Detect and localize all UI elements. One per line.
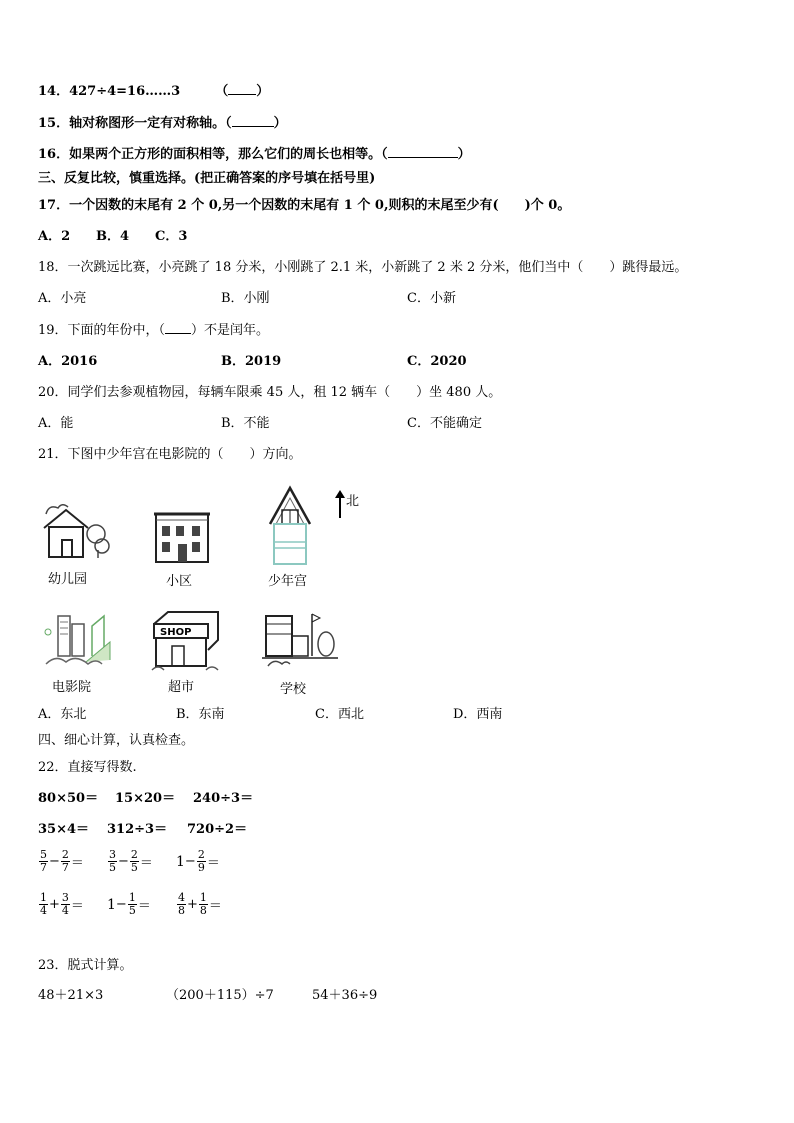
q20-option-c[interactable]: C．不能确定 [407,416,482,431]
cinema-label: 电影院 [52,680,92,695]
calc-item: 80×50＝ [38,791,99,806]
fraction-calc: $\frac{3}{5}$ − $\frac{2}{5}$ ＝ [109,848,153,874]
school-label: 学校 [280,682,307,697]
q18-option-b[interactable]: B．小刚 [221,291,270,306]
q18-option-a[interactable]: A．小亮 [38,291,87,306]
q20-option-b[interactable]: B．不能 [221,416,270,431]
direction-map [30,480,370,700]
calc-expression: （200＋115）÷7 [166,988,274,1003]
q21-option-d[interactable]: D．西南 [453,707,503,722]
youth-palace-label: 少年宫 [268,574,308,589]
cinema-icon [42,612,114,674]
q19-option-b[interactable]: B．2019 [221,354,282,369]
question-16: 16．如果两个正方形的面积相等，那么它们的周长也相等。（ ） [38,147,471,162]
question-17: 17．一个因数的末尾有 2 个 0,另一个因数的末尾有 1 个 0,则积的末尾至少有( )个 0。 [38,198,571,213]
shop-sign: SHOP [160,627,192,638]
question-19: 19．下面的年份中，（ ）不是闰年。 [38,323,270,338]
answer-blank[interactable] [388,145,458,158]
q18-option-c[interactable]: C．小新 [407,291,456,306]
calc-expression: 54＋36÷9 [312,988,378,1003]
community-label: 小区 [166,574,193,589]
question-23-title: 23．脱式计算。 [38,958,133,973]
supermarket-icon [148,610,224,674]
kindergarten-label: 幼儿园 [48,572,88,587]
calc-item: 312÷3＝ [107,822,168,837]
school-icon [262,610,342,672]
answer-blank[interactable] [165,321,191,334]
q21-option-a[interactable]: A．东北 [38,707,87,722]
kindergarten-icon [36,500,108,564]
q17-option-b[interactable]: B．4 [96,229,130,244]
question-20: 20．同学们去参观植物园，每辆车限乘 45 人，租 12 辆车（ ）坐 480 人。 [38,385,502,400]
north-arrow-icon [334,490,346,520]
q19-option-c[interactable]: C．2020 [407,354,467,369]
calc-item: 240÷3＝ [193,791,254,806]
fraction-calc: $\frac{4}{8}$ + $\frac{1}{8}$ ＝ [178,891,222,917]
q19-option-a[interactable]: A．2016 [38,354,98,369]
north-label: 北 [346,494,360,509]
fraction-calc: $\frac{5}{7}$ − $\frac{2}{7}$ ＝ [40,848,84,874]
supermarket-label: 超市 [168,680,195,695]
question-14: 14．427÷4=16……3 （ ） [38,84,270,99]
community-icon [154,508,212,564]
question-21: 21．下图中少年宫在电影院的（ ）方向。 [38,447,302,462]
answer-blank[interactable] [232,114,274,127]
calc-expression: 48＋21×3 [38,988,104,1003]
fraction-calc: 1 − $\frac{1}{5}$ ＝ [107,891,151,917]
q17-option-a[interactable]: A．2 [38,229,71,244]
question-18: 18．一次跳远比赛，小亮跳了 18 分米，小刚跳了 2.1 米，小新跳了 2 米 2 分米，他们当中（ ）跳得最远。 [38,260,688,275]
youth-palace-icon [266,486,314,568]
q21-option-b[interactable]: B．东南 [176,707,225,722]
section-4-heading: 四、细心计算，认真检查。 [38,733,195,748]
fraction-calc: $\frac{1}{4}$ + $\frac{3}{4}$ ＝ [40,891,84,917]
calc-item: 35×4＝ [38,822,90,837]
q21-option-c[interactable]: C．西北 [315,707,364,722]
q20-option-a[interactable]: A．能 [38,416,74,431]
question-15: 15．轴对称图形一定有对称轴。（ ） [38,116,287,131]
q17-option-c[interactable]: C．3 [155,229,188,244]
fraction-calc: 1 − $\frac{2}{9}$ ＝ [176,848,220,874]
calc-item: 15×20＝ [115,791,176,806]
answer-blank[interactable] [228,82,256,95]
question-22-title: 22．直接写得数. [38,760,137,775]
calc-item: 720÷2＝ [187,822,248,837]
section-3-heading: 三、反复比较，慎重选择。(把正确答案的序号填在括号里) [38,171,376,186]
